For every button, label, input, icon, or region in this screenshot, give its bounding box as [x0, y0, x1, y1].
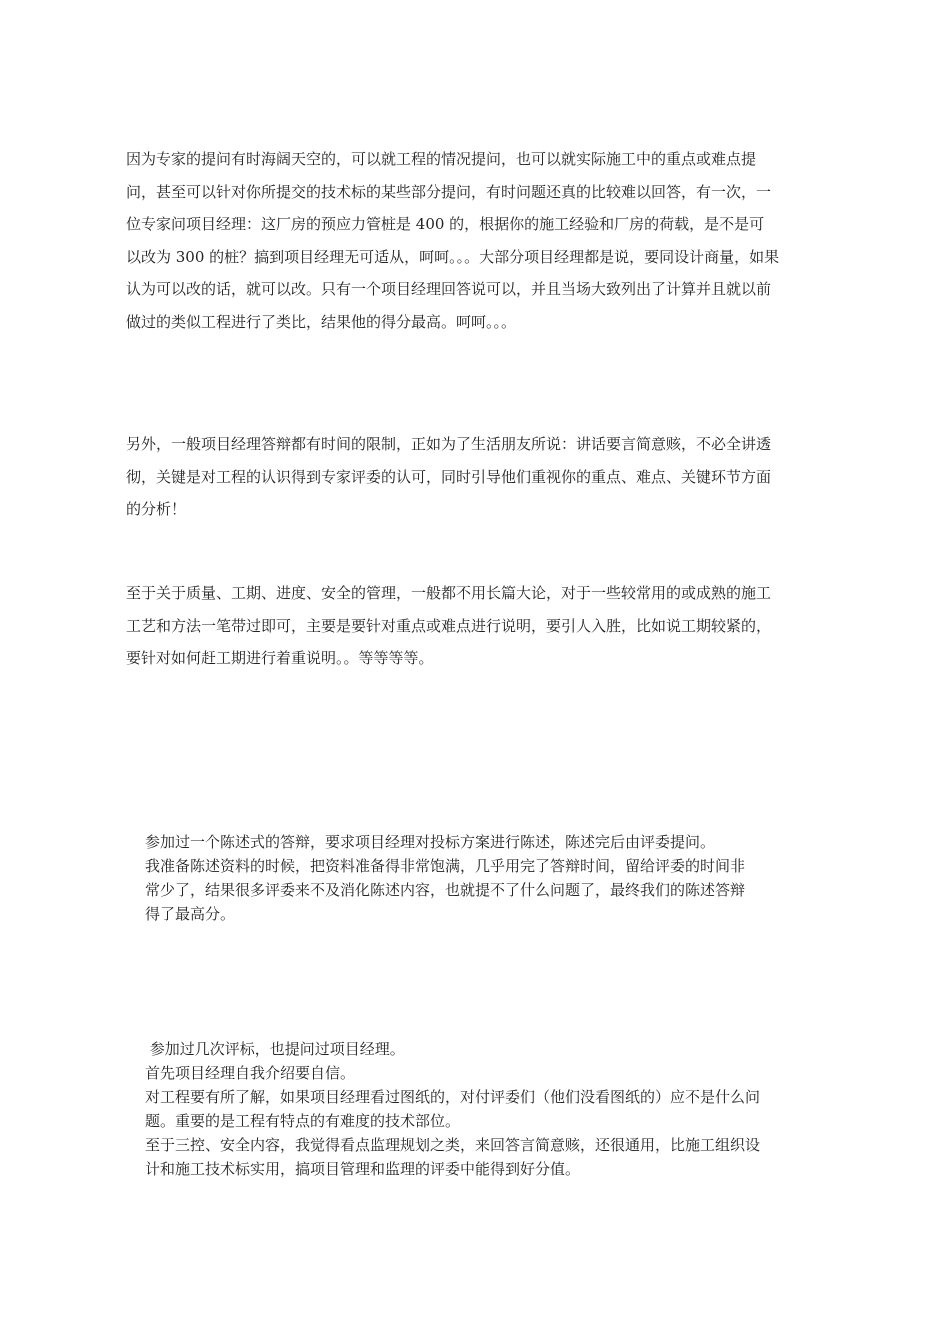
text-line: 因为专家的提问有时海阔天空的，可以就工程的情况提问，也可以就实际施工中的重点或难点提 — [126, 150, 757, 168]
text-line: 以改为 300 的桩？搞到项目经理无可适从，呵呵。。。大部分项目经理都是说，要同设计商量，如果 — [126, 247, 780, 266]
text-line: 首先项目经理自我介绍要自信。 — [145, 1064, 356, 1082]
paragraph-quality-management — [126, 577, 830, 675]
text-line: 至于关于质量、工期、进度、安全的管理，一般都不用长篇大论，对于一些较常用的或成熟的施工 — [126, 584, 772, 602]
paragraph-expert-questions — [126, 143, 830, 338]
text-line: 做过的类似工程进行了类比，结果他的得分最高。呵呵。。。 — [126, 312, 517, 331]
text-line: 参加过几次评标，也提问过项目经理。 — [145, 1040, 405, 1058]
text-line: 至于三控、安全内容，我觉得看点监理规划之类，来回答言简意赅，还很通用，比施工组织设 — [145, 1136, 761, 1154]
text-line: 我准备陈述资料的时候，把资料准备得非常饱满，几乎用完了答辩时间，留给评委的时间非 — [145, 857, 746, 875]
text-line: 认为可以改的话，就可以改。只有一个项目经理回答说可以，并且当场大致列出了计算并且就以前 — [126, 280, 772, 298]
text-line: 彻，关键是对工程的认识得到专家评委的认可，同时引导他们重视你的重点、难点、关键环节方面 — [126, 467, 772, 486]
text-line: 要针对如何赶工期进行着重说明。。等等等等。 — [126, 649, 434, 667]
text-line: 问，甚至可以针对你所提交的技术标的某些部分提问，有时问题还真的比较难以回答，有一次，一 — [126, 182, 772, 201]
block-presentation-defense — [145, 830, 825, 926]
block-bid-evaluation — [145, 1037, 825, 1181]
text-line: 题。重要的是工程有特点的有难度的技术部位。 — [145, 1112, 461, 1130]
text-line: 计和施工技术标实用，搞项目管理和监理的评委中能得到好分值。 — [145, 1160, 581, 1178]
text-line: 另外，一般项目经理答辩都有时间的限制，正如为了生活朋友所说：讲话要言简意赅，不必全讲透 — [126, 435, 772, 453]
text-line: 常少了，结果很多评委来不及消化陈述内容，也就提不了什么问题了，最终我们的陈述答辩 — [145, 881, 746, 899]
text-line: 参加过一个陈述式的答辩，要求项目经理对投标方案进行陈述，陈述完后由评委提问。 — [145, 833, 716, 851]
text-line: 对工程要有所了解，如果项目经理看过图纸的，对付评委们（他们没看图纸的）应不是什么问 — [145, 1088, 761, 1106]
text-line: 工艺和方法一笔带过即可，主要是要针对重点或难点进行说明，要引人入胜，比如说工期较紧的， — [126, 616, 772, 635]
text-line: 的分析！ — [126, 500, 187, 518]
paragraph-time-limit — [126, 428, 830, 526]
text-line: 得了最高分。 — [145, 905, 236, 923]
text-line: 位专家问项目经理：这厂房的预应力管桩是 400 的，根据你的施工经验和厂房的荷载，是不是可 — [126, 215, 765, 233]
